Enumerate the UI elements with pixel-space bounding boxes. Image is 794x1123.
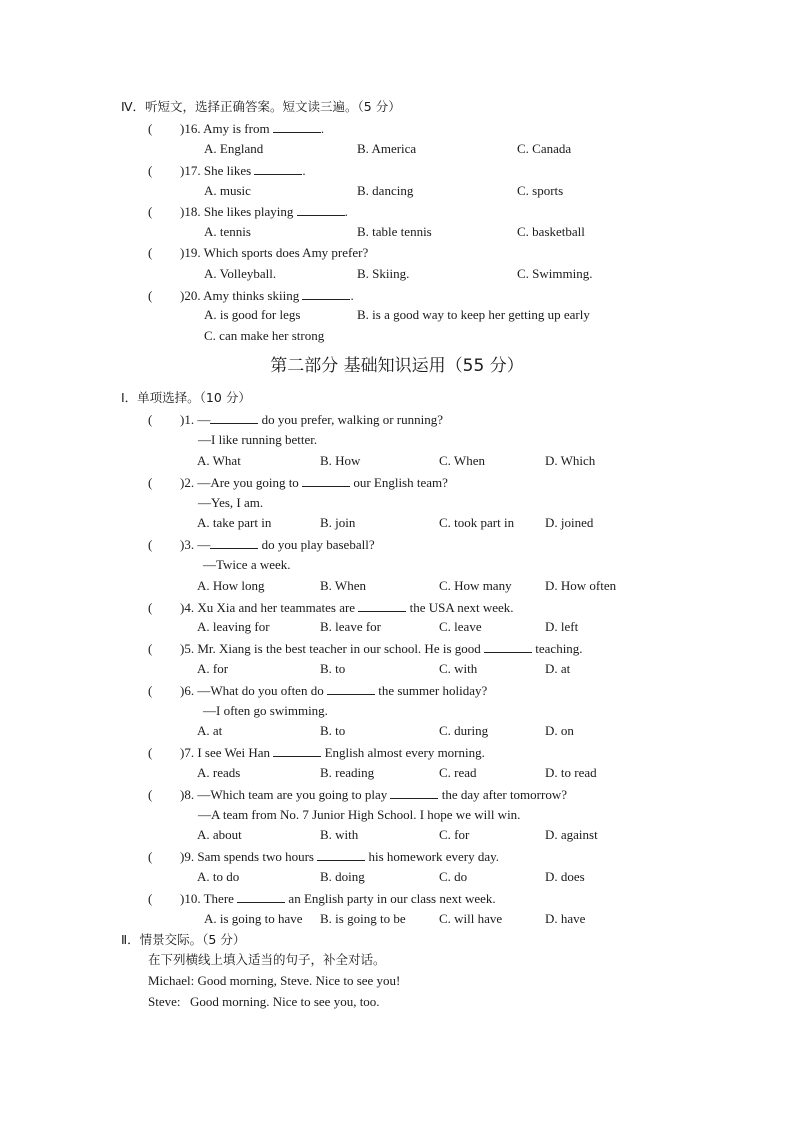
- option-a: A. at: [197, 723, 223, 738]
- option-c: C. can make her strong: [204, 328, 325, 343]
- answer-paren[interactable]: (: [148, 121, 153, 136]
- option-c: C. took part in: [439, 515, 515, 530]
- option-b: B. How: [320, 453, 361, 468]
- option-d: D. have: [545, 911, 586, 926]
- option-d: D. against: [545, 827, 598, 842]
- option-b: B. America: [357, 141, 417, 156]
- answer-paren[interactable]: (: [148, 204, 153, 219]
- section-4-heading: Ⅳ．听短文，选择正确答案。短文读三遍。（5 分）: [121, 99, 401, 114]
- option-d: D. joined: [545, 515, 594, 530]
- section-1-heading: Ⅰ．单项选择。（10 分）: [121, 390, 251, 405]
- option-b: B. dancing: [357, 183, 414, 198]
- option-d: D. to read: [545, 765, 597, 780]
- part-2-title: 第二部分 基础知识运用（55 分）: [270, 356, 524, 376]
- blank[interactable]: [254, 162, 302, 175]
- section-2-instruction: 在下列横线上填入适当的句子，补全对话。: [148, 952, 386, 967]
- option-b: B. with: [320, 827, 359, 842]
- option-c: C. during: [439, 723, 489, 738]
- question-20: ( )20. Amy thinks skiing .: [148, 288, 354, 303]
- option-a: A. take part in: [197, 515, 272, 530]
- blank[interactable]: [302, 474, 350, 487]
- section-2-heading: Ⅱ．情景交际。（5 分）: [121, 932, 246, 947]
- dialog-line: Steve: Good morning. Nice to see you, too.: [148, 994, 380, 1009]
- option-c: C. When: [439, 453, 485, 468]
- blank[interactable]: [317, 848, 365, 861]
- option-a: A. How long: [197, 578, 265, 593]
- option-a: A. about: [197, 827, 242, 842]
- option-c: C. with: [439, 661, 478, 676]
- blank[interactable]: [302, 287, 350, 300]
- option-d: D. at: [545, 661, 571, 676]
- option-b: B. is a good way to keep her getting up early: [357, 307, 590, 322]
- answer-paren[interactable]: (: [148, 683, 153, 698]
- answer-line: —Twice a week.: [203, 557, 291, 572]
- answer-paren[interactable]: (: [148, 641, 153, 656]
- option-c: C. sports: [517, 183, 564, 198]
- option-b: B. to: [320, 723, 346, 738]
- option-b: B. reading: [320, 765, 375, 780]
- question-19: ( )19. Which sports does Amy prefer?: [148, 245, 369, 260]
- option-a: A. is going to have: [204, 911, 303, 926]
- answer-line: —I like running better.: [198, 432, 318, 447]
- question-18: ( )18. She likes playing .: [148, 204, 348, 219]
- answer-paren[interactable]: (: [148, 163, 153, 178]
- option-b: B. leave for: [320, 619, 382, 634]
- answer-paren[interactable]: (: [148, 891, 153, 906]
- option-c: C. How many: [439, 578, 512, 593]
- question-8: ( )8. —Which team are you going to play the day after tomorrow?: [148, 787, 567, 802]
- option-b: B. is going to be: [320, 911, 406, 926]
- blank[interactable]: [390, 786, 438, 799]
- answer-paren[interactable]: (: [148, 600, 153, 615]
- option-b: B. to: [320, 661, 346, 676]
- answer-paren[interactable]: (: [148, 537, 153, 552]
- option-c: C. for: [439, 827, 470, 842]
- question-6: ( )6. —What do you often do the summer holiday?: [148, 683, 488, 698]
- option-c: C. Canada: [517, 141, 572, 156]
- blank[interactable]: [358, 599, 406, 612]
- option-a: A. to do: [197, 869, 240, 884]
- question-2: ( )2. —Are you going to our English team?: [148, 475, 448, 490]
- blank[interactable]: [484, 640, 532, 653]
- option-c: C. leave: [439, 619, 482, 634]
- option-b: B. doing: [320, 869, 365, 884]
- answer-paren[interactable]: (: [148, 412, 153, 427]
- dialog-line: Michael: Good morning, Steve. Nice to see you!: [148, 973, 401, 988]
- option-d: D. does: [545, 869, 585, 884]
- option-a: A. reads: [197, 765, 241, 780]
- option-c: C. do: [439, 869, 468, 884]
- option-d: D. Which: [545, 453, 596, 468]
- option-a: A. What: [197, 453, 241, 468]
- blank[interactable]: [210, 411, 258, 424]
- blank[interactable]: [273, 120, 321, 133]
- question-9: ( )9. Sam spends two hours his homework every day.: [148, 849, 500, 864]
- option-a: A. leaving for: [197, 619, 270, 634]
- blank[interactable]: [327, 682, 375, 695]
- question-4: ( )4. Xu Xia and her teammates are the USA next week.: [148, 600, 514, 615]
- answer-paren[interactable]: (: [148, 288, 153, 303]
- answer-line: —I often go swimming.: [203, 703, 328, 718]
- option-b: B. Skiing.: [357, 266, 410, 281]
- option-c: C. basketball: [517, 224, 585, 239]
- option-a: A. for: [197, 661, 229, 676]
- question-7: ( )7. I see Wei Han English almost every morning.: [148, 745, 485, 760]
- option-b: B. join: [320, 515, 356, 530]
- option-a: A. England: [204, 141, 264, 156]
- question-5: ( )5. Mr. Xiang is the best teacher in our school. He is good teaching.: [148, 641, 583, 656]
- answer-paren[interactable]: (: [148, 849, 153, 864]
- option-c: C. Swimming.: [517, 266, 593, 281]
- option-d: D. left: [545, 619, 579, 634]
- option-b: B. table tennis: [357, 224, 432, 239]
- answer-paren[interactable]: (: [148, 245, 153, 260]
- option-d: D. on: [545, 723, 574, 738]
- blank[interactable]: [297, 203, 345, 216]
- option-a: A. tennis: [204, 224, 251, 239]
- blank[interactable]: [210, 536, 258, 549]
- answer-paren[interactable]: (: [148, 475, 153, 490]
- blank[interactable]: [273, 744, 321, 757]
- question-17: ( )17. She likes .: [148, 163, 306, 178]
- option-d: D. How often: [545, 578, 617, 593]
- question-3: ( )3. — do you play baseball?: [148, 537, 375, 552]
- option-a: A. is good for legs: [204, 307, 301, 322]
- question-16: ( )16. Amy is from .: [148, 121, 325, 136]
- option-c: C. read: [439, 765, 477, 780]
- answer-line: —A team from No. 7 Junior High School. I hope we will win.: [198, 807, 521, 822]
- option-b: B. When: [320, 578, 366, 593]
- question-10: ( )10. There an English party in our class next week.: [148, 891, 496, 906]
- option-a: A. music: [204, 183, 251, 198]
- option-a: A. Volleyball.: [204, 266, 277, 281]
- answer-paren[interactable]: (: [148, 745, 153, 760]
- option-c: C. will have: [439, 911, 503, 926]
- answer-paren[interactable]: (: [148, 787, 153, 802]
- blank[interactable]: [237, 890, 285, 903]
- question-1: ( )1. — do you prefer, walking or running?: [148, 412, 444, 427]
- answer-line: —Yes, I am.: [198, 495, 264, 510]
